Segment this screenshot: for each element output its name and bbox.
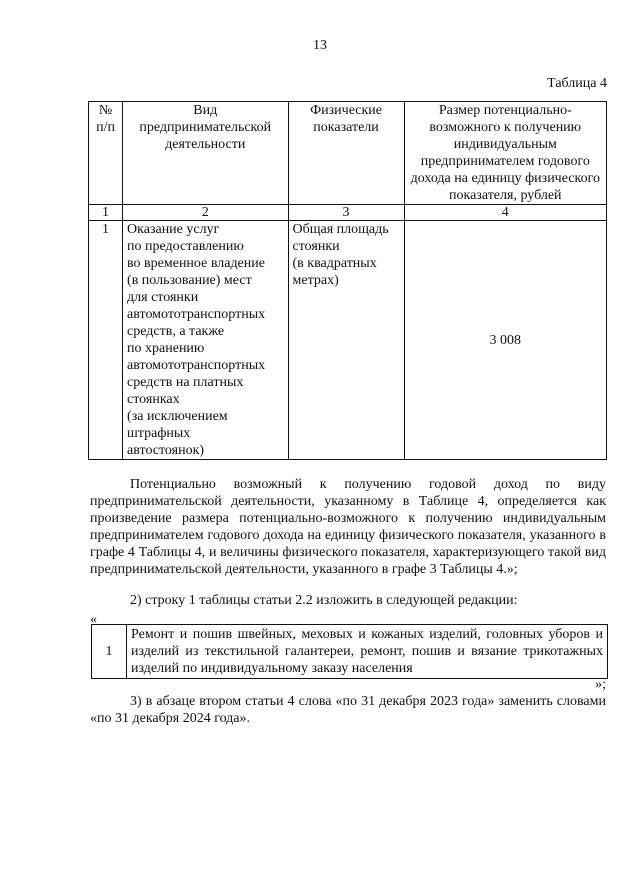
paragraph-income-definition: Потенциально возможный к получению годовой доход по виду предпринимательской деятельности, указанному в Таблице 4, определяется как произведение размера потенциально-возможного к получению индивидуальным предпринимателем годового дохода на единицу физического показателя, указанного в графе 4 Таблицы 4, и величины физического показателя, характеризующего такой вид предпринимательской деятельности, указанного в графе 3 Таблицы 4.»; — [90, 477, 606, 577]
row-activity: Оказание услуг по предоставлению во временное владение (в пользование) мест для стоянки автомототранспортных средств, а также по хранению автомототранспортных средств на платных стоянках (за исключением штрафных автостоянок) — [123, 221, 288, 460]
column-number: 4 — [404, 205, 606, 221]
column-number-row — [89, 205, 607, 221]
amendment-row-text: Ремонт и пошив швейных, меховых и кожаных изделий, головных уборов и изделий из текстильной галантереи, ремонт, пошив и вязание трикотажных изделий по индивидуальному заказу населения — [127, 625, 608, 679]
row-income: 3 008 — [404, 221, 606, 460]
table-caption: Таблица 4 — [547, 76, 607, 91]
row-indicator: Общая площадь стоянки (в квадратных метрах) — [288, 221, 404, 460]
header-number: № п/п — [89, 102, 123, 205]
income-table — [88, 101, 607, 460]
header-indicator: Физические показатели — [288, 102, 404, 205]
table-row — [92, 625, 608, 679]
paragraph-amendment-3: 3) в абзаце втором статьи 4 слова «по 31 декабря 2023 года» заменить словами «по 31 декабря 2024 года». — [90, 694, 606, 726]
page-number: 13 — [313, 38, 327, 53]
table-header-row — [89, 102, 607, 205]
column-number: 1 — [89, 205, 123, 221]
amendment-row-number: 1 — [92, 625, 127, 679]
header-activity: Вид предпринимательской деятельности — [123, 102, 288, 205]
column-number: 3 — [288, 205, 404, 221]
header-income: Размер потенциально- возможного к получению индивидуальным предпринимателем годового дохода на единицу физического показателя, рублей — [404, 102, 606, 205]
table-row — [89, 221, 607, 460]
row-number: 1 — [89, 221, 123, 460]
amendment-table — [91, 624, 608, 679]
opening-quote: « — [90, 612, 97, 627]
column-number: 2 — [123, 205, 288, 221]
closing-quote: »; — [595, 677, 606, 692]
paragraph-amendment-2: 2) строку 1 таблицы статьи 2.2 изложить в следующей редакции: — [130, 593, 518, 608]
